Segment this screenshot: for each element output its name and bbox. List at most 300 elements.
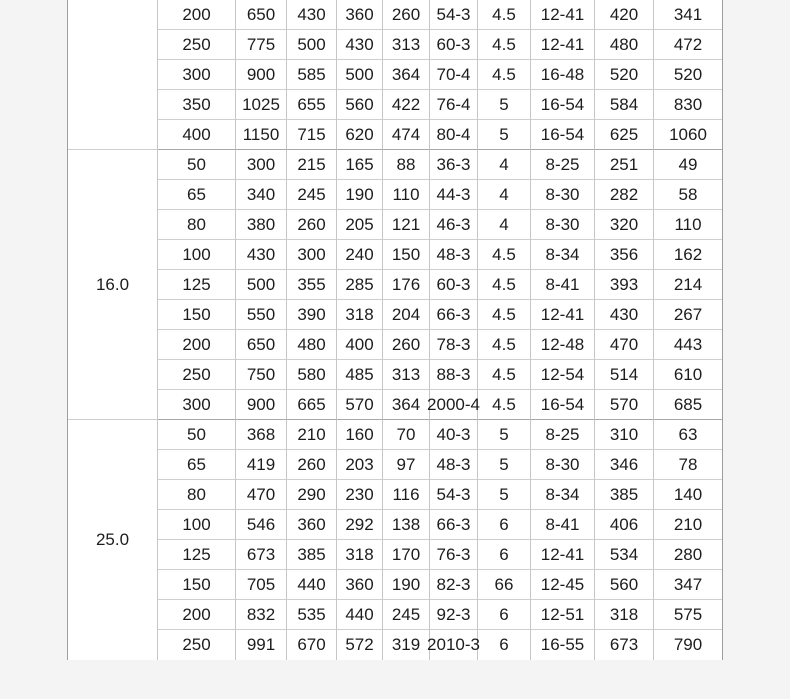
cell [236, 600, 287, 630]
cell-value: 66 [494, 574, 514, 594]
cell-value: 430 [297, 4, 326, 24]
cell [158, 30, 236, 60]
cell [236, 390, 287, 420]
cell-value: 1060 [669, 124, 707, 144]
cell-value: 70 [396, 424, 416, 444]
cell [654, 30, 722, 60]
cell-value: 60-3 [436, 274, 471, 294]
cell [287, 540, 337, 570]
cell-value: 665 [297, 394, 326, 414]
cell [478, 570, 531, 600]
cell-value: 76-3 [436, 544, 471, 564]
cell [158, 240, 236, 270]
cell [337, 30, 383, 60]
cell-value: 97 [396, 454, 416, 474]
cell [287, 210, 337, 240]
cell [158, 0, 236, 30]
cell [383, 600, 430, 630]
cell-value: 318 [345, 544, 374, 564]
cell [478, 180, 531, 210]
cell [337, 210, 383, 240]
cell [595, 90, 654, 120]
cell-value: 203 [345, 454, 374, 474]
cell-value: 66-3 [436, 514, 471, 534]
cell [430, 600, 478, 630]
cell-value: 65 [187, 454, 206, 474]
cell-value: 8-41 [545, 274, 580, 294]
cell [654, 210, 722, 240]
cell-value: 8-30 [545, 214, 580, 234]
cell [478, 300, 531, 330]
cell [595, 300, 654, 330]
cell [595, 540, 654, 570]
cell-value: 60-3 [436, 34, 471, 54]
cell [383, 570, 430, 600]
table-row [68, 450, 722, 480]
cell-value: 260 [297, 214, 326, 234]
cell-value: 419 [246, 454, 276, 474]
cell-value: 290 [297, 484, 326, 504]
cell [287, 510, 337, 540]
cell [337, 90, 383, 120]
cell-value: 430 [246, 244, 276, 264]
cell-value: 319 [391, 635, 421, 654]
cell-value: 12-45 [540, 574, 585, 594]
cell [158, 540, 236, 570]
cell [236, 480, 287, 510]
cell-value: 520 [609, 64, 639, 84]
table-row [68, 0, 722, 30]
cell [383, 150, 430, 180]
cell-value: 165 [345, 154, 374, 174]
cell-value: 320 [609, 214, 639, 234]
cell [531, 300, 595, 330]
cell-value: 560 [345, 94, 374, 114]
cell-value: 16-48 [540, 64, 585, 84]
cell [383, 120, 430, 150]
cell-value: 346 [609, 454, 639, 474]
cell [337, 600, 383, 630]
cell [158, 480, 236, 510]
cell [478, 270, 531, 300]
cell [478, 150, 531, 180]
table-row [68, 420, 722, 450]
cell [531, 420, 595, 450]
section-label-cell [68, 420, 158, 660]
cell [478, 630, 531, 660]
cell [287, 390, 337, 420]
cell [595, 450, 654, 480]
cell-value: 6 [499, 604, 509, 624]
cell [383, 510, 430, 540]
table-row [68, 570, 722, 600]
cell-value: 585 [297, 64, 326, 84]
cell [531, 150, 595, 180]
table-row [68, 390, 722, 420]
spec-table [68, 0, 722, 660]
cell-value: 210 [297, 424, 326, 444]
cell [654, 630, 722, 660]
cell [430, 60, 478, 90]
cell [337, 330, 383, 360]
cell [478, 510, 531, 540]
cell [287, 0, 337, 30]
cell-value: 360 [345, 4, 374, 24]
cell [236, 120, 287, 150]
cell-value: 12-41 [540, 544, 585, 564]
cell [236, 360, 287, 390]
cell [654, 390, 722, 420]
cell-value: 5 [499, 484, 509, 504]
cell [337, 510, 383, 540]
cell-value: 560 [609, 574, 639, 594]
cell [158, 390, 236, 420]
section-label-cell [68, 0, 158, 150]
cell-value: 341 [673, 4, 703, 24]
cell [430, 510, 478, 540]
table-row [68, 540, 722, 570]
cell-value: 140 [673, 484, 703, 504]
cell-value: 673 [609, 635, 639, 654]
cell-value: 1025 [242, 94, 280, 114]
cell [595, 390, 654, 420]
cell-value: 350 [182, 94, 211, 114]
cell-value: 40-3 [436, 424, 471, 444]
cell [531, 510, 595, 540]
cell-value: 210 [673, 514, 703, 534]
cell [158, 300, 236, 330]
cell [383, 360, 430, 390]
cell-value: 125 [182, 544, 211, 564]
cell-value: 150 [391, 244, 421, 264]
cell-value: 54-3 [436, 4, 471, 24]
cell-value: 500 [345, 64, 374, 84]
cell [383, 210, 430, 240]
cell [531, 630, 595, 660]
cell-value: 215 [297, 154, 326, 174]
cell [337, 120, 383, 150]
cell-value: 36-3 [436, 154, 471, 174]
table-row [68, 120, 722, 150]
cell [654, 180, 722, 210]
cell-value: 991 [246, 635, 276, 654]
cell [383, 420, 430, 450]
cell-value: 48-3 [436, 454, 471, 474]
cell-value: 125 [182, 274, 211, 294]
cell-value: 162 [673, 244, 703, 264]
cell-value: 318 [609, 604, 639, 624]
cell [236, 270, 287, 300]
cell [478, 390, 531, 420]
cell [236, 300, 287, 330]
cell [430, 240, 478, 270]
cell-value: 88-3 [436, 364, 471, 384]
cell [287, 420, 337, 450]
cell-value: 4.5 [492, 64, 516, 84]
cell-value: 775 [246, 34, 276, 54]
cell-value: 150 [182, 574, 211, 594]
cell-value: 280 [673, 544, 703, 564]
cell [430, 120, 478, 150]
cell [478, 540, 531, 570]
cell-value: 474 [391, 124, 421, 144]
cell-value: 100 [182, 244, 211, 264]
cell-value: 715 [297, 124, 326, 144]
cell [595, 240, 654, 270]
cell-value: 443 [673, 334, 703, 354]
cell-value: 355 [297, 274, 326, 294]
cell [531, 120, 595, 150]
table-row [68, 270, 722, 300]
cell [287, 630, 337, 660]
cell-value: 8-34 [545, 244, 580, 264]
cell-value: 200 [182, 604, 211, 624]
cell [430, 330, 478, 360]
cell [430, 210, 478, 240]
cell [595, 360, 654, 390]
cell [531, 210, 595, 240]
cell [383, 450, 430, 480]
cell-value: 170 [391, 544, 421, 564]
cell [236, 630, 287, 660]
cell-value: 46-3 [436, 214, 471, 234]
cell [595, 270, 654, 300]
cell-value: 470 [246, 484, 276, 504]
cell-value: 100 [182, 514, 211, 534]
cell-value: 12-41 [540, 304, 585, 324]
cell [478, 330, 531, 360]
cell-value: 12-51 [540, 604, 585, 624]
cell [595, 480, 654, 510]
table-row [68, 600, 722, 630]
cell [287, 150, 337, 180]
cell-value: 4.5 [492, 244, 516, 264]
cell [595, 600, 654, 630]
cell [478, 420, 531, 450]
cell [158, 210, 236, 240]
cell [531, 480, 595, 510]
cell-value: 116 [392, 484, 420, 504]
cell-value: 8-41 [545, 514, 580, 534]
cell-value: 514 [609, 364, 639, 384]
cell [430, 300, 478, 330]
cell-value: 580 [297, 364, 326, 384]
cell-value: 4.5 [492, 334, 516, 354]
cell-value: 66-3 [436, 304, 471, 324]
cell [158, 330, 236, 360]
cell-value: 4.5 [492, 304, 516, 324]
cell [236, 60, 287, 90]
table-row [68, 30, 722, 60]
cell [287, 180, 337, 210]
cell-value: 16-54 [540, 94, 585, 114]
cell-value: 360 [345, 574, 374, 594]
cell-value: 485 [345, 364, 374, 384]
table-row [68, 60, 722, 90]
cell-value: 300 [182, 64, 211, 84]
cell-value: 250 [182, 635, 211, 654]
cell-value: 313 [391, 34, 421, 54]
cell [236, 450, 287, 480]
cell-value: 250 [182, 34, 211, 54]
table-row [68, 210, 722, 240]
cell [158, 630, 236, 660]
cell-value: 5 [499, 454, 509, 474]
cell-value: 4.5 [492, 274, 516, 294]
cell-value: 620 [345, 124, 374, 144]
cell-value: 546 [246, 514, 276, 534]
table-row [68, 90, 722, 120]
cell [595, 60, 654, 90]
cell-value: 360 [297, 514, 326, 534]
cell-value: 282 [609, 184, 639, 204]
cell-value: 190 [345, 184, 374, 204]
cell [595, 0, 654, 30]
table-row [68, 180, 722, 210]
cell [654, 240, 722, 270]
cell-value: 340 [246, 184, 276, 204]
cell [478, 120, 531, 150]
cell-value: 670 [297, 635, 326, 654]
cell-value: 110 [392, 184, 420, 204]
cell [430, 570, 478, 600]
cell [595, 330, 654, 360]
cell-value: 54-3 [436, 484, 471, 504]
table-row [68, 480, 722, 510]
cell-value: 4 [499, 154, 509, 174]
cell-value: 790 [673, 635, 703, 654]
cell-value: 12-54 [540, 364, 585, 384]
cell [337, 0, 383, 30]
cell [383, 270, 430, 300]
cell [158, 120, 236, 150]
cell-value: 44-3 [436, 184, 471, 204]
cell [383, 480, 430, 510]
cell-value: 4.5 [492, 34, 516, 54]
cell [654, 420, 722, 450]
cell [158, 600, 236, 630]
cell-value: 2010-3 [427, 635, 480, 654]
spec-table-container [67, 0, 723, 660]
cell [654, 60, 722, 90]
table-row [68, 630, 722, 660]
cell-value: 832 [246, 604, 276, 624]
cell-value: 625 [609, 124, 639, 144]
cell-value: 16-54 [540, 394, 585, 414]
cell [531, 180, 595, 210]
cell [287, 570, 337, 600]
cell-value: 138 [391, 514, 421, 534]
cell [654, 450, 722, 480]
cell [654, 300, 722, 330]
cell-value: 160 [345, 424, 374, 444]
cell-value: 267 [673, 304, 703, 324]
cell-value: 300 [246, 154, 276, 174]
cell-value: 422 [391, 94, 421, 114]
section-label: 25.0 [95, 530, 130, 549]
cell-value: 200 [182, 334, 211, 354]
cell-value: 500 [297, 34, 326, 54]
cell [654, 0, 722, 30]
cell-value: 400 [345, 334, 374, 354]
cell [654, 600, 722, 630]
cell [595, 510, 654, 540]
cell-value: 245 [297, 184, 326, 204]
cell-value: 80-4 [436, 124, 471, 144]
cell [337, 300, 383, 330]
cell [287, 120, 337, 150]
table-row [68, 300, 722, 330]
cell [430, 540, 478, 570]
cell [595, 150, 654, 180]
cell [531, 0, 595, 30]
cell [595, 30, 654, 60]
cell [430, 480, 478, 510]
cell-value: 12-41 [540, 34, 585, 54]
cell [531, 270, 595, 300]
cell [430, 360, 478, 390]
cell-value: 310 [609, 424, 639, 444]
cell [158, 60, 236, 90]
cell [236, 90, 287, 120]
cell-value: 12-41 [540, 4, 585, 24]
cell [287, 60, 337, 90]
cell-value: 214 [673, 274, 703, 294]
cell-value: 5 [499, 124, 509, 144]
cell-value: 380 [246, 214, 276, 234]
cell-value: 48-3 [436, 244, 471, 264]
cell [158, 570, 236, 600]
cell-value: 364 [391, 394, 421, 414]
cell [654, 150, 722, 180]
cell [158, 510, 236, 540]
cell [158, 180, 236, 210]
cell-value: 240 [345, 244, 374, 264]
cell [531, 450, 595, 480]
cell-value: 285 [345, 274, 374, 294]
cell-value: 5 [499, 94, 509, 114]
cell-value: 430 [609, 304, 639, 324]
cell [337, 450, 383, 480]
cell-value: 472 [673, 34, 703, 54]
cell [478, 90, 531, 120]
cell [337, 540, 383, 570]
cell [236, 30, 287, 60]
cell [287, 360, 337, 390]
cell-value: 440 [297, 574, 326, 594]
cell-value: 6 [499, 544, 509, 564]
cell [287, 240, 337, 270]
cell [236, 180, 287, 210]
cell-value: 356 [609, 244, 639, 264]
cell [531, 30, 595, 60]
cell [531, 240, 595, 270]
cell [287, 600, 337, 630]
cell-value: 900 [246, 64, 276, 84]
cell-value: 8-30 [545, 184, 580, 204]
cell-value: 88 [396, 154, 416, 174]
cell-value: 673 [246, 544, 276, 564]
cell-value: 900 [246, 394, 276, 414]
cell-value: 58 [678, 184, 698, 204]
cell-value: 650 [246, 334, 276, 354]
cell [337, 240, 383, 270]
cell [158, 270, 236, 300]
cell-value: 190 [391, 574, 421, 594]
cell [337, 570, 383, 600]
cell-value: 364 [391, 64, 421, 84]
cell-value: 2000-4 [427, 394, 480, 414]
